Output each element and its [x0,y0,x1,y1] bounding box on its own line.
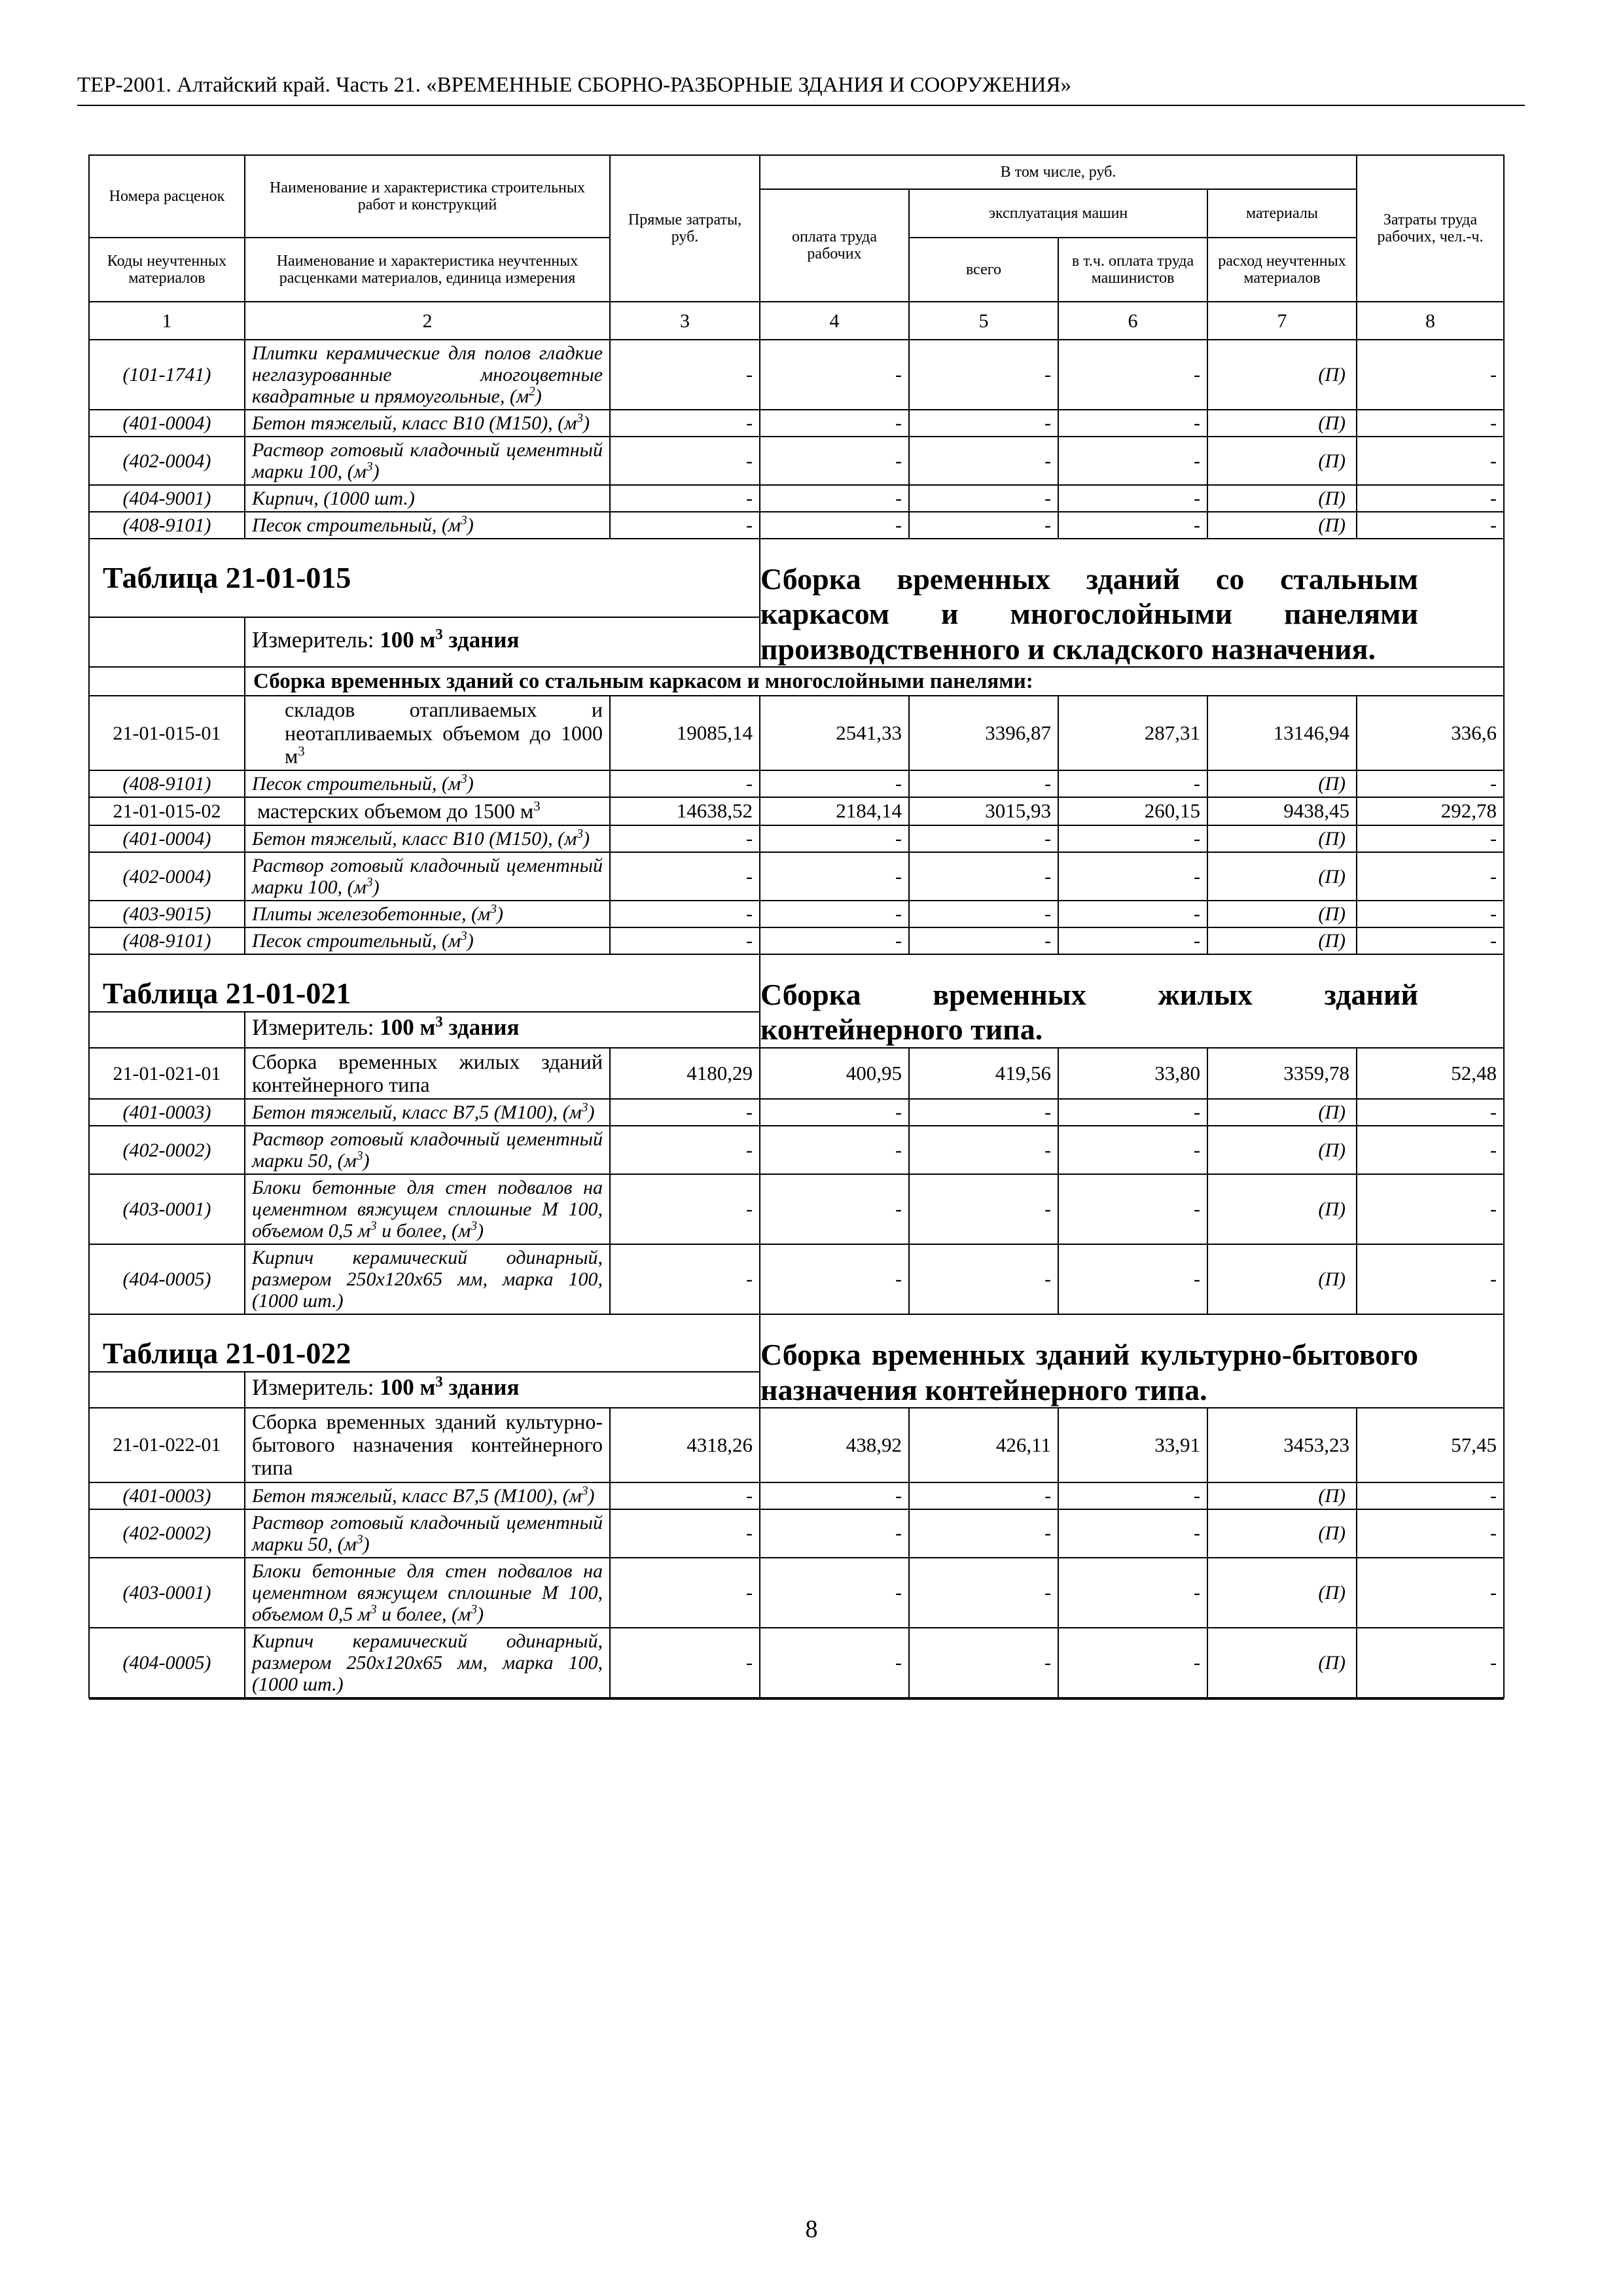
material-row [89,901,1504,927]
labor-cost: 2541,33 [760,696,909,770]
material-row [89,1628,1504,1698]
empty-value: - [610,1099,760,1126]
empty-value: - [760,1482,909,1509]
empty-value: - [760,1099,909,1126]
empty-value: - [760,852,909,901]
material-name-text: Бетон тяжелый, класс В10 (М150), (м [252,412,577,434]
machines-total: 3396,87 [909,696,1058,770]
material-name [245,1628,610,1698]
empty-value: - [1357,437,1504,485]
header-row-1 [89,155,1504,189]
material-code: (403-0001) [89,1558,245,1628]
empty-value: - [760,1174,909,1244]
empty-value: - [1058,1244,1207,1314]
table-number: Таблица 21-01-021 [89,954,760,1012]
material-code: (401-0004) [89,825,245,852]
material-code: (402-0004) [89,437,245,485]
material-code: (404-0005) [89,1628,245,1698]
material-code: (101-1741) [89,340,245,410]
material-name: Плитки керамические для полов гладкие неглазурованные многоцветные квадратные и прямоугольные, $(м^2)$ [245,340,610,410]
material-name: Раствор готовый кладочный цементный марки 50, $(м^3)$ [245,1509,610,1558]
col6-header: в т.ч. оплата труда машинистов [1058,238,1207,302]
empty-value: - [909,340,1058,410]
empty-value: - [1357,512,1504,539]
empty-value: - [610,437,760,485]
material-row [89,1509,1504,1558]
labor-cost: 438,92 [760,1408,909,1482]
material-consumption: (П) [1207,410,1357,437]
empty-value: - [610,1244,760,1314]
empty-value: - [909,512,1058,539]
empty-value: - [1357,1126,1504,1174]
empty-value: - [909,1126,1058,1174]
empty-value: - [1058,901,1207,927]
empty-value: - [1357,1628,1504,1698]
material-name: Бетон тяжелый, класс В7,5 (М100), $(м^3)$ [245,1099,610,1126]
col1-header: Номера расценок [89,155,245,238]
material-name-text: Раствор готовый кладочный цементный марки 50, (м [252,1128,603,1172]
material-row [89,1126,1504,1174]
index-cell: 7 [1207,302,1357,340]
material-name: Песок строительный, $(м^3)$ [245,770,610,797]
empty-value: - [760,485,909,512]
material-name [245,1244,610,1314]
material-consumption: (П) [1207,770,1357,797]
empty-value: - [1357,410,1504,437]
empty-value: - [1357,927,1504,954]
labor-cost: 400,95 [760,1048,909,1099]
empty-value: - [610,485,760,512]
empty-value: - [1357,485,1504,512]
material-name-text: Блоки бетонные для стен подвалов на цементном вяжущем сплошные М 100, объемом 0,5 м [252,1177,603,1242]
machines-total: 419,56 [909,1048,1058,1099]
machinist-labor: 260,15 [1058,797,1207,825]
machinist-labor: 33,80 [1058,1048,1207,1099]
machines-total: 426,11 [909,1408,1058,1482]
material-name: Бетон тяжелый, класс В10 (М150), $(м^3)$ [245,825,610,852]
empty-value: - [1357,1174,1504,1244]
empty-value: - [1058,1099,1207,1126]
unit-of-measure: Измеритель: 100 $м^3$ здания [245,1012,760,1048]
empty-value: - [909,1509,1058,1558]
empty-value: - [610,825,760,852]
rate-name: Сборка временных жилых зданий контейнерного типа [245,1048,610,1099]
material-name-text: Блоки бетонные для стен подвалов на цементном вяжущем сплошные М 100, объемом 0,5 м [252,1560,603,1625]
material-name: Бетон тяжелый, класс В10 (М150), $(м^3)$ [245,410,610,437]
empty-value: - [909,825,1058,852]
empty-value: - [760,1558,909,1628]
index-cell: 4 [760,302,909,340]
col8-header: Затраты труда рабочих, чел.-ч. [1357,155,1504,302]
machines-header: эксплуатация машин [909,189,1207,238]
rate-name: складов отапливаемых и неотапливаемых объемом до 1000 $м^3$ [245,696,610,770]
material-code: (408-9101) [89,512,245,539]
table-bottom-border [89,1698,1504,1699]
material-code: (404-0005) [89,1244,245,1314]
empty-value: - [760,770,909,797]
material-name: Песок строительный, $(м^3)$ [245,512,610,539]
materials-cost: 9438,45 [1207,797,1357,825]
material-consumption: (П) [1207,1628,1357,1698]
material-row [89,927,1504,954]
empty-value: - [1058,512,1207,539]
empty-value: - [610,1482,760,1509]
material-name-text: Кирпич, (1000 шт.) [252,488,415,509]
rate-code: 21-01-015-01 [89,696,245,770]
direct-cost: 4318,26 [610,1408,760,1482]
empty-value: - [1058,1174,1207,1244]
material-row [89,340,1504,410]
machines-total: 3015,93 [909,797,1058,825]
empty-value: - [760,901,909,927]
material-row [89,1099,1504,1126]
empty-value: - [909,1558,1058,1628]
material-row [89,437,1504,485]
material-name [245,485,610,512]
material-code: (404-9001) [89,485,245,512]
empty-value: - [1058,852,1207,901]
material-name-text: Песок строительный, (м [252,772,461,795]
material-consumption: (П) [1207,852,1357,901]
material-code: (401-0004) [89,410,245,437]
material-row [89,1482,1504,1509]
empty-value: - [1058,770,1207,797]
empty-value: - [909,1628,1058,1698]
material-consumption: (П) [1207,1509,1357,1558]
material-consumption: (П) [1207,340,1357,410]
empty-value: - [909,1174,1058,1244]
table-015-title-row [89,539,1504,617]
empty-value: - [760,512,909,539]
table-022-title-row [89,1314,1504,1372]
material-code: (402-0002) [89,1126,245,1174]
empty-value: - [1058,1628,1207,1698]
top-material-rows [89,340,1504,539]
material-code: (401-0003) [89,1482,245,1509]
material-name: Плиты железобетонные, $(м^3)$ [245,901,610,927]
empty-value: - [610,1174,760,1244]
index-cell: 2 [245,302,610,340]
unit-of-measure: Измеритель: 100 $м^3$ здания [245,1372,760,1408]
empty-value: - [1058,1126,1207,1174]
empty-value: - [1357,852,1504,901]
material-name: Песок строительный, $(м^3)$ [245,927,610,954]
machinist-labor: 287,31 [1058,696,1207,770]
empty-value: - [1357,1509,1504,1558]
empty-value: - [610,927,760,954]
material-consumption: (П) [1207,1099,1357,1126]
empty-value: - [1357,1244,1504,1314]
rate-code: 21-01-021-01 [89,1048,245,1099]
material-code: (408-9101) [89,927,245,954]
material-code: (403-0001) [89,1174,245,1244]
material-rows [89,825,1504,954]
material-consumption: (П) [1207,485,1357,512]
empty-value: - [760,927,909,954]
empty-value: - [610,410,760,437]
material-name-text: Бетон тяжелый, класс В10 (М150), (м [252,828,577,850]
material-row [89,1244,1504,1314]
empty-value: - [1357,901,1504,927]
empty-value: - [1357,1558,1504,1628]
labor-hours: 52,48 [1357,1048,1504,1099]
material-name-text: Плитки керамические для полов гладкие неглазурованные многоцветные квадратные и прямоугольные, (м [252,342,603,407]
col4-header: оплата труда рабочих [760,189,909,302]
material-name-text: Плиты железобетонные, (м [252,903,491,925]
table-015-section-row [89,667,1504,696]
empty-value: - [760,437,909,485]
table-row [89,1048,1504,1099]
empty-value: - [610,901,760,927]
material-consumption: (П) [1207,927,1357,954]
materials-cost: 3359,78 [1207,1048,1357,1099]
empty-value: - [760,410,909,437]
direct-cost: 19085,14 [610,696,760,770]
index-cell: 6 [1058,302,1207,340]
page-number: 8 [805,2215,818,2243]
header-divider [77,105,1525,106]
empty-value: - [1058,340,1207,410]
empty-value: - [610,1126,760,1174]
material-name-text: Бетон тяжелый, класс В7,5 (М100), (м [252,1102,582,1124]
material-code: (403-9015) [89,901,245,927]
empty-value: - [760,1244,909,1314]
material-consumption: (П) [1207,825,1357,852]
empty-value: - [1058,485,1207,512]
material-name: Блоки бетонные для стен подвалов на цементном вяжущем сплошные М 100, объемом 0,5 $м^3$ и более, $(м^3)$ [245,1558,610,1628]
empty-value: - [1357,770,1504,797]
material-consumption: (П) [1207,437,1357,485]
direct-cost: 14638,52 [610,797,760,825]
material-rows [89,1482,1504,1698]
material-row [89,825,1504,852]
section-heading: Сборка временных зданий со стальным каркасом и многослойными панелями: [245,667,1504,696]
table-row [89,797,1504,825]
material-name-text: Кирпич керамический одинарный, размером 250х120х65 мм, марка 100, (1000 шт.) [252,1630,603,1695]
empty-value: - [909,1244,1058,1314]
empty-value: - [610,512,760,539]
empty-value: - [760,1628,909,1698]
table-row [89,696,1504,770]
index-cell: 3 [610,302,760,340]
material-name-text: Песок строительный, (м [252,514,461,536]
direct-cost: 4180,29 [610,1048,760,1099]
empty-value: - [760,340,909,410]
material-row [89,1558,1504,1628]
material-consumption: (П) [1207,1126,1357,1174]
material-name-text: Раствор готовый кладочный цементный марки 50, (м [252,1511,603,1555]
empty-value: - [1357,1482,1504,1509]
index-cell: 5 [909,302,1058,340]
empty-value: - [1058,437,1207,485]
empty-value: - [610,1558,760,1628]
empty-value: - [909,770,1058,797]
material-name-text: Кирпич керамический одинарный, размером 250х120х65 мм, марка 100, (1000 шт.) [252,1247,603,1312]
material-name: Раствор готовый кладочный цементный марки 100, $(м^3)$ [245,852,610,901]
material-consumption: (П) [1207,512,1357,539]
material-consumption: (П) [1207,1174,1357,1244]
empty-value: - [1357,1099,1504,1126]
empty-value: - [1357,825,1504,852]
materials-cost: 13146,94 [1207,696,1357,770]
materials-header: материалы [1207,189,1357,238]
col1-subheader: Коды неучтенных материалов [89,238,245,302]
material-consumption: (П) [1207,901,1357,927]
index-cell: 1 [89,302,245,340]
material-code: (401-0003) [89,1099,245,1126]
material-row [89,512,1504,539]
empty-value: - [909,852,1058,901]
materials-cost: 3453,23 [1207,1408,1357,1482]
empty-value: - [1058,825,1207,852]
empty-value: - [1058,1509,1207,1558]
empty-value: - [610,1509,760,1558]
material-rows [89,770,1504,797]
empty-value: - [909,927,1058,954]
rate-name: Сборка временных зданий культурно-бытового назначения контейнерного типа [245,1408,610,1482]
empty-value: - [909,410,1058,437]
labor-cost: 2184,14 [760,797,909,825]
table-number: Таблица 21-01-022 [89,1314,760,1372]
empty-value: - [1058,927,1207,954]
material-name-text: Бетон тяжелый, класс В7,5 (М100), (м [252,1484,582,1507]
material-row [89,485,1504,512]
rate-code: 21-01-015-02 [89,797,245,825]
rate-name: мастерских объемом до 1500 $м^3$ [245,797,610,825]
table-title: Сборка временных зданий культурно-бытового назначения контейнерного типа. [760,1314,1504,1408]
col5-header: всего [909,238,1058,302]
material-consumption: (П) [1207,1244,1357,1314]
empty-value: - [909,485,1058,512]
empty-value: - [760,1509,909,1558]
empty-value: - [909,901,1058,927]
material-consumption: (П) [1207,1482,1357,1509]
material-consumption: (П) [1207,1558,1357,1628]
empty-value: - [610,852,760,901]
labor-hours: 292,78 [1357,797,1504,825]
material-rows [89,1099,1504,1314]
table-title: Сборка временных жилых зданий контейнерного типа. [760,954,1504,1048]
material-code: (402-0002) [89,1509,245,1558]
material-row [89,852,1504,901]
material-row [89,410,1504,437]
material-name: Бетон тяжелый, класс В7,5 (М100), $(м^3)$ [245,1482,610,1509]
col7-header: расход неучтенных материалов [1207,238,1357,302]
empty-value: - [760,1126,909,1174]
empty-value: - [610,340,760,410]
material-name: Раствор готовый кладочный цементный марки 50, $(м^3)$ [245,1126,610,1174]
table-021-title-row [89,954,1504,1012]
index-cell: 8 [1357,302,1504,340]
empty-value: - [1058,410,1207,437]
column-index-row [89,302,1504,340]
empty-value: - [760,825,909,852]
page-header: ТЕР-2001. Алтайский край. Часть 21. «ВРЕМЕННЫЕ СБОРНО-РАЗБОРНЫЕ ЗДАНИЯ И СООРУЖЕНИЯ» [77,73,1072,97]
price-table [88,154,1505,1700]
empty-value: - [610,1628,760,1698]
empty-value: - [1357,340,1504,410]
machinist-labor: 33,91 [1058,1408,1207,1482]
empty-value: - [909,437,1058,485]
material-name: Раствор готовый кладочный цементный марки 100, $(м^3)$ [245,437,610,485]
labor-hours: 336,6 [1357,696,1504,770]
material-name-text: Песок строительный, (м [252,930,461,952]
col3-header: Прямые затраты, руб. [610,155,760,302]
empty-value: - [610,770,760,797]
col2-header: Наименование и характеристика строительных работ и конструкций [245,155,610,238]
empty-value: - [1058,1482,1207,1509]
empty-value: - [909,1482,1058,1509]
unit-of-measure: Измеритель: 100 $м^3$ здания [245,617,760,667]
rate-code: 21-01-022-01 [89,1408,245,1482]
material-name-text: Раствор готовый кладочный цементный марки 100, (м [252,855,603,899]
table-row [89,1408,1504,1482]
empty-value: - [909,1099,1058,1126]
incl-header: В том числе, руб. [760,155,1357,189]
material-code: (408-9101) [89,770,245,797]
material-name-text: Раствор готовый кладочный цементный марки 100, (м [252,439,603,482]
material-row [89,770,1504,797]
material-name: Блоки бетонные для стен подвалов на цементном вяжущем сплошные М 100, объемом 0,5 $м^3$ и более, $(м^3)$ [245,1174,610,1244]
col2-subheader: Наименование и характеристика неучтенных расценками материалов, единица измерения [245,238,610,302]
labor-hours: 57,45 [1357,1408,1504,1482]
material-code: (402-0004) [89,852,245,901]
empty-value: - [1058,1558,1207,1628]
material-row [89,1174,1504,1244]
table-number: Таблица 21-01-015 [89,539,760,617]
table-title: Сборка временных зданий со стальным каркасом и многослойными панелями производственного и складского назначения. [760,539,1504,667]
